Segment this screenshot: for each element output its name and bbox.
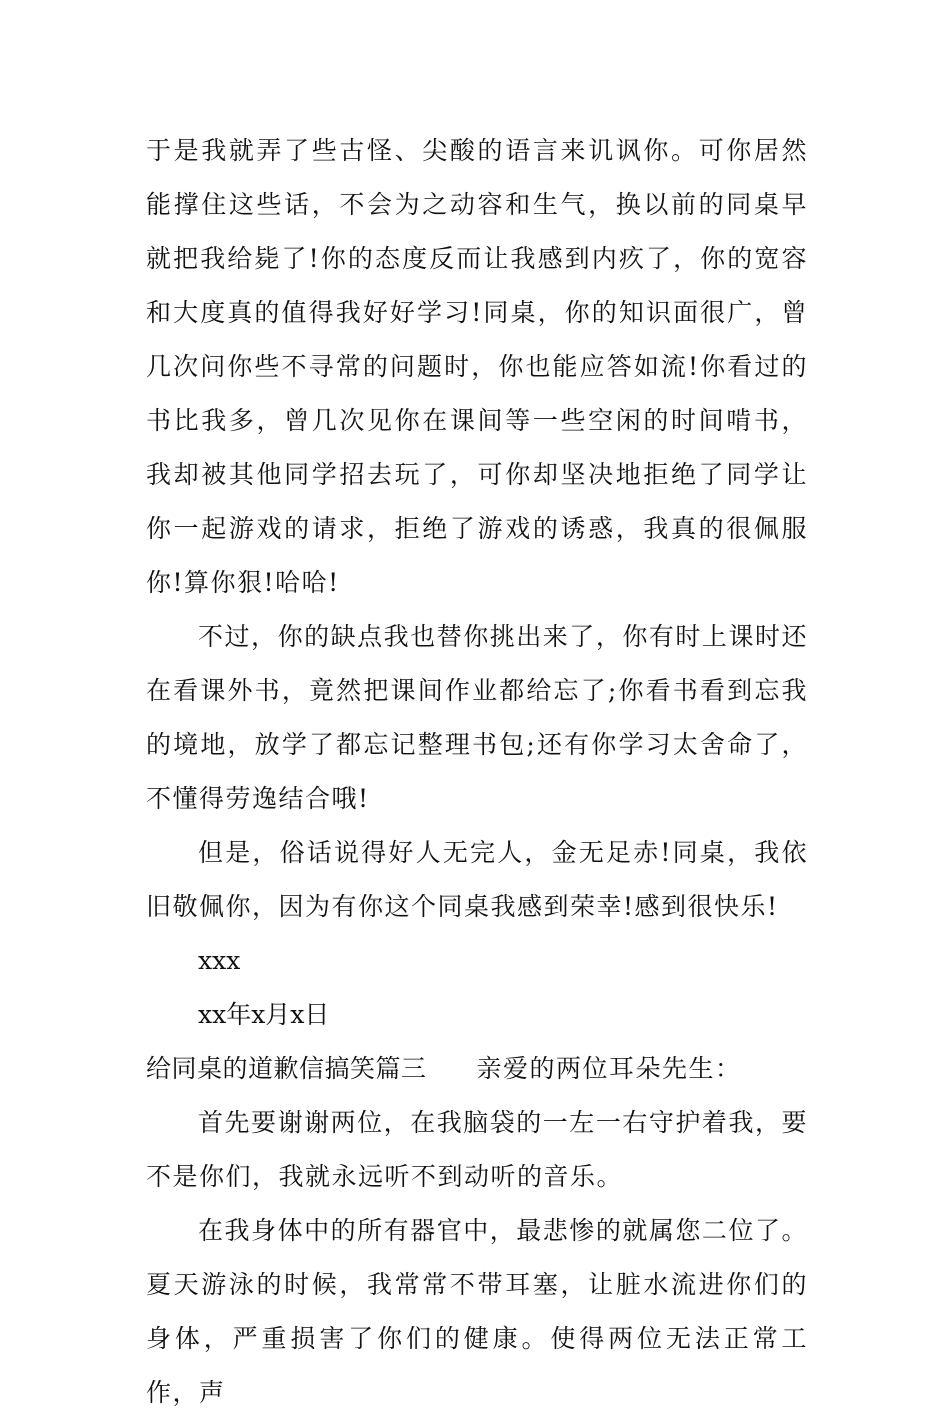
section-title: 给同桌的道歉信搞笑篇三 [146, 1054, 427, 1083]
date-line: xx年x月x日 [198, 1000, 330, 1029]
paragraph-2: 不过，你的缺点我也替你挑出来了，你有时上课时还在看课外书，竟然把课间作业都给忘了;你看书看到忘我的境地，放学了都忘记整理书包;还有你学习太舍命了，不懂得劳逸结合哦! [146, 622, 808, 813]
section-heading-line [146, 1042, 808, 1096]
paragraph-4: 首先要谢谢两位，在我脑袋的一左一右守护着我，要不是你们，我就永远听不到动听的音乐。 [146, 1108, 808, 1191]
paragraph-3: 但是，俗话说得好人无完人，金无足赤!同桌，我依旧敬佩你，因为有你这个同桌我感到荣幸!感到很快乐! [146, 838, 808, 921]
paragraph-5: 在我身体中的所有器官中，最悲惨的就属您二位了。夏天游泳的时候，我常常不带耳塞，让脏水流进你们的身体，严重损害了你们的健康。使得两位无法正常工作，声 [146, 1216, 808, 1407]
document-body [146, 124, 808, 1420]
signature: xxx [198, 946, 241, 975]
paragraph-1: 于是我就弄了些古怪、尖酸的语言来讥讽你。可你居然能撑住这些话，不会为之动容和生气，换以前的同桌早就把我给毙了!你的态度反而让我感到内疚了，你的宽容和大度真的值得我好好学习!同桌，你的知识面很广，曾几次问你些不寻常的问题时，你也能应答如流!你看过的书比我多，曾几次见你在课间等一些空闲的时间啃书，我却被其他同学招去玩了，可你却坚决地拒绝了同学让你一起游戏的请求，拒绝了游戏的诱惑，我真的很佩服你!算你狠!哈哈! [146, 136, 808, 597]
salutation: 亲爱的两位耳朵先生： [476, 1054, 742, 1083]
